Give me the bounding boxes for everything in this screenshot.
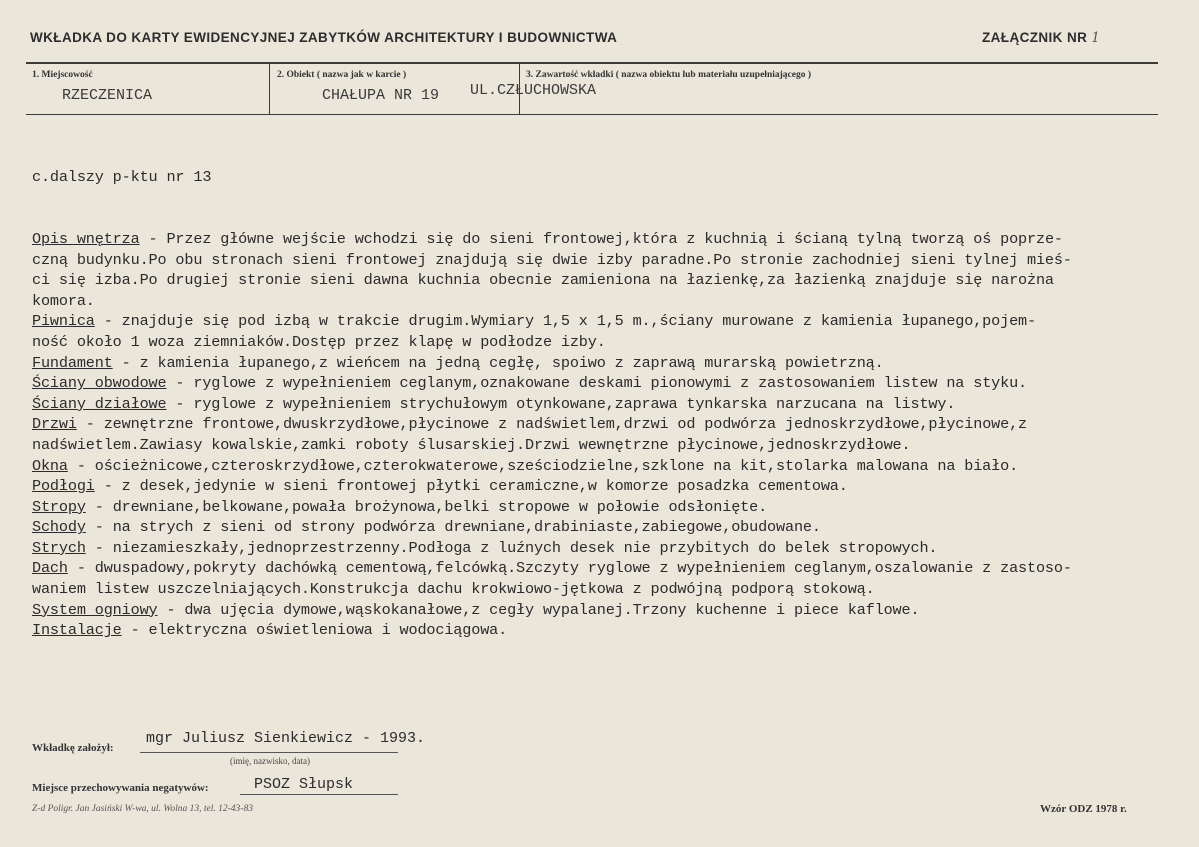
section-heading: Drzwi — [32, 415, 77, 434]
description-line — [32, 394, 1182, 415]
section-heading: Fundament — [32, 353, 113, 372]
typed-description — [32, 126, 1182, 641]
description-line — [32, 476, 1182, 497]
description-line — [32, 497, 1182, 518]
section-heading: Schody — [32, 518, 86, 537]
object-address: UL.CZŁUCHOWSKA — [470, 82, 597, 99]
description-line — [32, 517, 1182, 538]
header-top-rule — [26, 62, 1158, 64]
section-heading: Piwnica — [32, 312, 95, 331]
object-label: 2. Obiekt ( nazwa jak w karcie ) — [277, 70, 407, 80]
section-text: - na strych z sieni od strony podwórza drewniane,drabiniaste,zabiegowe,obudowane. — [85, 518, 821, 537]
section-text: - elektryczna oświetleniowa i wodociągowa. — [121, 621, 508, 640]
section-heading: Strych — [32, 538, 86, 557]
section-text: - dwuspadowy,pokryty dachówką cementową,felcówką.Szczyty ryglowe z wypełnieniem ceglanym,oszalowanie z zastoso- — [67, 559, 1072, 578]
section-heading: Opis wnętrza — [32, 229, 140, 248]
description-line — [32, 579, 1182, 600]
contents-label: 3. Zawartość wkładki ( nazwa obiektu lub materiału uzupełniającego ) — [526, 70, 812, 80]
negatives-label: Miejsce przechowywania negatywów: — [32, 782, 209, 794]
author-value: mgr Juliusz Sienkiewicz - 1993. — [146, 730, 426, 747]
section-text: komora. — [32, 291, 95, 310]
negatives-value: PSOZ Słupsk — [254, 776, 354, 793]
field-divider-1 — [269, 62, 270, 114]
author-label: Wkładkę założył: — [32, 742, 114, 754]
description-line — [32, 456, 1182, 477]
annex-label — [982, 30, 1100, 46]
section-text: ci się izba.Po drugiej stronie sieni dawna kuchnia obecnie zamieniona na łazienkę,za łazienką znajduje się narożna — [32, 271, 1054, 290]
description-line — [32, 332, 1182, 353]
section-text: - ryglowe z wypełnieniem ceglanym,oznakowane deskami pionowymi z zastosowaniem listew na styku. — [166, 374, 1028, 393]
annex-label-text: ZAŁĄCZNIK NR — [982, 30, 1088, 45]
form-number: Wzór ODZ 1978 r. — [1040, 803, 1127, 815]
description-line — [32, 229, 1182, 250]
description-line — [32, 435, 1182, 456]
section-heading: Okna — [32, 456, 68, 475]
section-text: - niezamieszkały,jednoprzestrzenny.Podłoga z luźnych desek nie przybitych do belek stropowych. — [85, 538, 938, 557]
object-value: CHAŁUPA NR 19 — [322, 87, 440, 104]
description-line — [32, 291, 1182, 312]
header-bottom-rule — [26, 114, 1158, 115]
description-line — [32, 600, 1182, 621]
section-text: - znajduje się pod izbą w trakcie drugim.Wymiary 1,5 x 1,5 m.,ściany murowane z kamienia łupanego,pojem- — [94, 312, 1036, 331]
section-text: - ryglowe z wypełnieniem strychułowym otynkowane,zaprawa tynkarska narzucana na listwy. — [166, 394, 956, 413]
annex-number: 1 — [1091, 30, 1101, 46]
section-text: - z kamienia łupanego,z wieńcem na jedną cegłę, spoiwo z zaprawą murarską powietrzną. — [112, 353, 884, 372]
section-text: waniem listew uszczelniających.Konstrukcja dachu krokwiowo-jętkowa z podwójną podporą stokową. — [32, 580, 875, 599]
description-line — [32, 414, 1182, 435]
section-text: - ościeżnicowe,czteroskrzydłowe,czterokwaterowe,sześciodzielne,szklone na kit,stolarka malowana na biało. — [67, 456, 1019, 475]
section-heading: Podłogi — [32, 477, 95, 496]
description-line — [32, 558, 1182, 579]
section-heading: Ściany obwodowe — [32, 374, 167, 393]
description-line — [32, 373, 1182, 394]
section-text: czną budynku.Po obu stronach sieni frontowej znajdują się dwie izby paradne.Po stronie zachodniej sieni tylnej mieś- — [32, 250, 1072, 269]
description-line — [32, 353, 1182, 374]
section-text: ność około 1 woza ziemniaków.Dostęp przez klapę w podłodze izby. — [32, 332, 606, 351]
section-heading: Dach — [32, 559, 68, 578]
author-hint: (imię, nazwisko, data) — [230, 756, 310, 766]
negatives-underline — [240, 794, 398, 795]
description-line — [32, 620, 1182, 641]
locality-value: RZECZENICA — [62, 87, 153, 104]
section-heading: Stropy — [32, 497, 86, 516]
description-line — [32, 270, 1182, 291]
section-heading: Ściany działowe — [32, 394, 167, 413]
description-line — [32, 538, 1182, 559]
section-text: nadświetlem.Zawiasy kowalskie,zamki roboty ślusarskiej.Drzwi wewnętrzne płycinowe,jednoskrzydłowe. — [32, 435, 911, 454]
continuation-line: c.dalszy p-ktu nr 13 — [32, 168, 212, 187]
locality-label: 1. Miejscowość — [32, 70, 93, 80]
section-text: - dwa ujęcia dymowe,wąskokanałowe,z cegły wypalanej.Trzony kuchenne i piece kaflowe. — [157, 600, 920, 619]
card-title: WKŁADKA DO KARTY EWIDENCYJNEJ ZABYTKÓW ARCHITEKTURY I BUDOWNICTWA — [30, 30, 618, 45]
printer-imprint: Z-d Poligr. Jan Jasiński W-wa, ul. Wolna 13, tel. 12-43-83 — [32, 804, 253, 814]
section-text: - Przez główne wejście wchodzi się do sieni frontowej,która z kuchnią i ścianą tylną tworzą oś poprze- — [139, 229, 1063, 248]
author-underline — [140, 752, 398, 753]
section-heading: System ogniowy — [32, 600, 158, 619]
section-text: - zewnętrzne frontowe,dwuskrzydłowe,płycinowe z nadświetlem,drzwi od podwórza jednoskrzydłowe,płycinowe,z — [76, 415, 1028, 434]
section-heading: Instalacje — [32, 621, 122, 640]
description-line — [32, 250, 1182, 271]
description-line — [32, 311, 1182, 332]
section-text: - drewniane,belkowane,powała brożynowa,belki stropowe w połowie odsłonięte. — [85, 497, 768, 516]
section-text: - z desek,jedynie w sieni frontowej płytki ceramiczne,w komorze posadzka cementowa. — [94, 477, 848, 496]
